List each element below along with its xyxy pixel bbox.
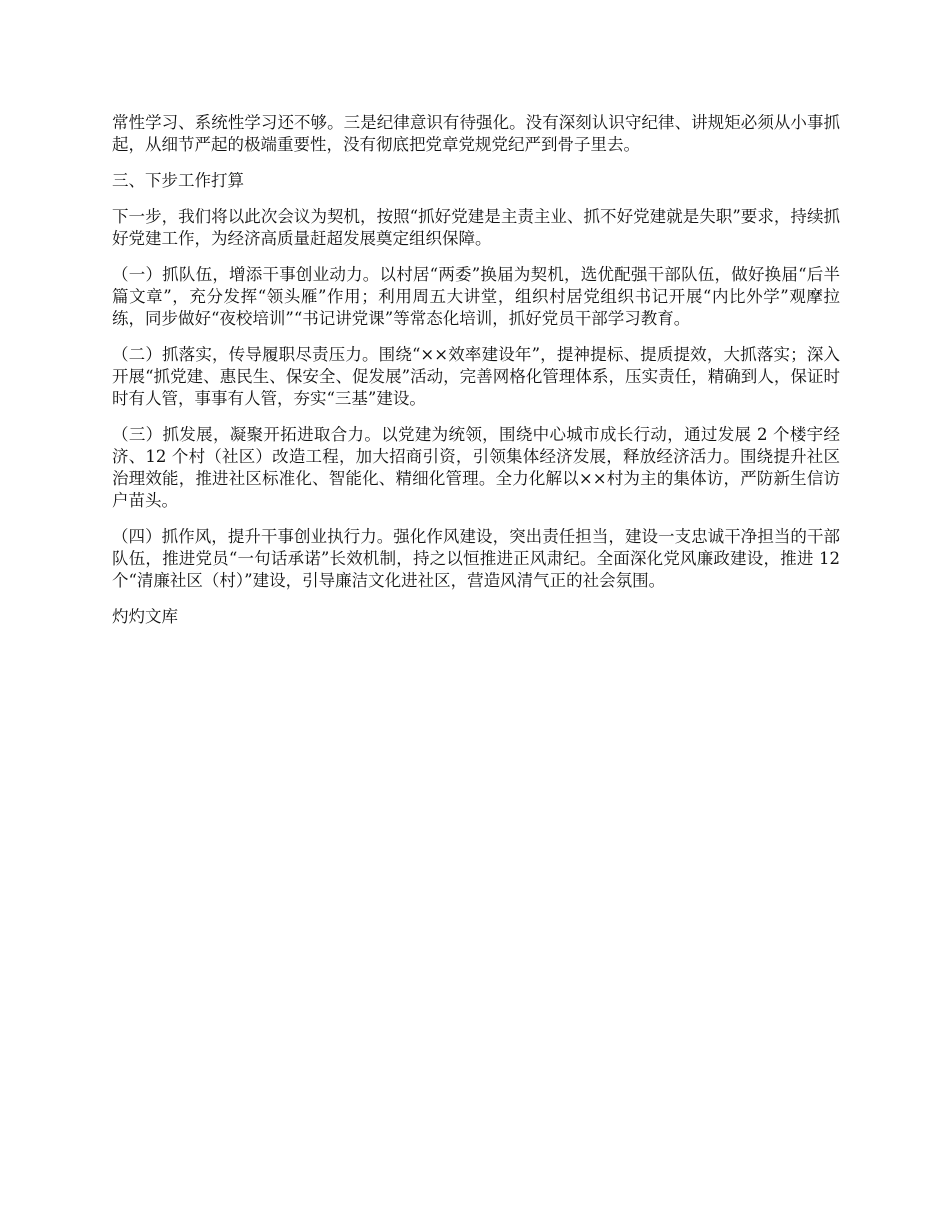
item-paragraph-3: （三）抓发展，凝聚开拓进取合力。以党建为统领，围绕中心城市成长行动，通过发展 2 个楼宇经济、12 个村（社区）改造工程，加大招商引资，引领集体经济发展，释放经济活力。围绕提升社区治理效能，推进社区标准化、智能化、精细化管理。全力化解以××村为主的集体访，严防新生信访户苗头。 — [112, 425, 840, 510]
footer-source: 灼灼文库 — [112, 607, 178, 626]
document-page — [112, 112, 840, 628]
section-heading: 三、下步工作打算 — [112, 171, 244, 190]
item-paragraph-2: （二）抓落实，传导履职尽责压力。围绕“××效率建设年”，提神提标、提质提效，大抓落实；深入开展“抓党建、惠民生、保安全、促发展”活动，完善网格化管理体系，压实责任，精确到人，保证时时有人管，事事有人管，夯实“三基”建设。 — [112, 345, 840, 408]
item-paragraph-4: （四）抓作风，提升干事创业执行力。强化作风建设，突出责任担当，建设一支忠诚干净担当的干部队伍，推进党员“一句话承诺”长效机制，持之以恒推进正风肃纪。全面深化党风廉政建设，推进 12 个“清廉社区（村）”建设，引导廉洁文化进社区，营造风清气正的社会氛围。 — [112, 527, 840, 590]
item-paragraph-1: （一）抓队伍，增添干事创业动力。以村居“两委”换届为契机，选优配强干部队伍，做好换届“后半篇文章”，充分发挥“领头雁”作用；利用周五大讲堂，组织村居党组织书记开展“内比外学”观摩拉练，同步做好“夜校培训”“书记讲党课”等常态化培训，抓好党员干部学习教育。 — [112, 265, 840, 328]
intro-paragraph: 下一步，我们将以此次会议为契机，按照“抓好党建是主责主业、抓不好党建就是失职”要求，持续抓好党建工作，为经济高质量赶超发展奠定组织保障。 — [112, 207, 840, 248]
paragraph-continuation: 常性学习、系统性学习还不够。三是纪律意识有待强化。没有深刻认识守纪律、讲规矩必须从小事抓起，从细节严起的极端重要性，没有彻底把党章党规党纪严到骨子里去。 — [112, 113, 840, 154]
